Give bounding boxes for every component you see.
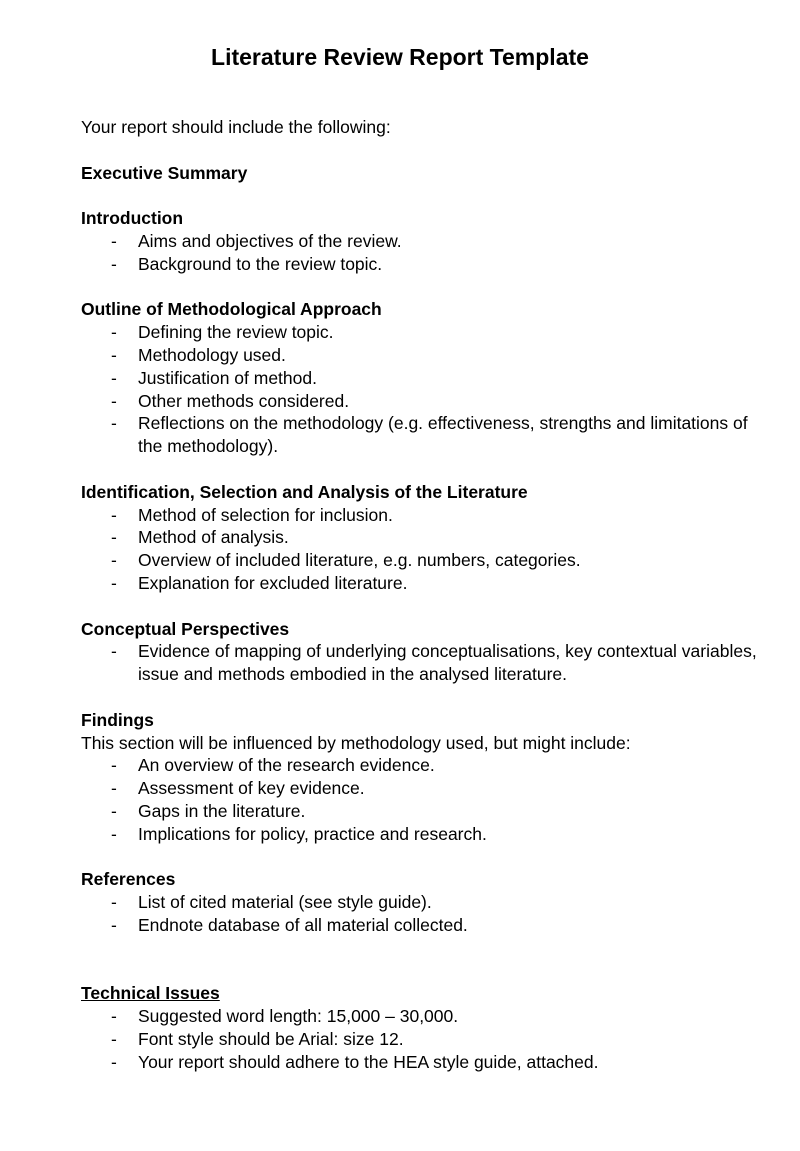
heading-identification: Identification, Selection and Analysis of the Literature (81, 481, 528, 502)
dash-bullet: - (111, 413, 117, 434)
list-item-text: Defining the review topic. (138, 322, 334, 343)
heading-executive-summary: Executive Summary (81, 162, 248, 183)
list-item-text: An overview of the research evidence. (138, 755, 435, 776)
list-item (81, 891, 771, 914)
list-identification (81, 504, 771, 595)
list-introduction (81, 230, 771, 276)
list-item (81, 800, 771, 823)
list-item (81, 526, 771, 549)
list-item-text: Background to the review topic. (138, 253, 383, 274)
dash-bullet: - (111, 1051, 117, 1072)
dash-bullet: - (111, 367, 117, 388)
list-item-text: Suggested word length: 15,000 – 30,000. (138, 1006, 459, 1027)
list-item (81, 640, 771, 686)
list-technical (81, 1005, 771, 1073)
list-conceptual (81, 640, 771, 686)
dash-bullet: - (111, 527, 117, 548)
dash-bullet: - (111, 1028, 117, 1049)
list-methodology (81, 321, 771, 458)
list-references (81, 891, 771, 937)
dash-bullet: - (111, 230, 117, 251)
list-item-text: List of cited material (see style guide). (138, 892, 432, 913)
list-item-text: Methodology used. (138, 344, 286, 365)
list-item (81, 344, 771, 367)
list-item-text: Implications for policy, practice and research. (138, 823, 487, 844)
list-item-text: Overview of included literature, e.g. numbers, categories. (138, 550, 581, 571)
list-item (81, 367, 771, 390)
document-title: Literature Review Report Template (211, 44, 589, 70)
list-item (81, 914, 771, 937)
heading-references: References (81, 869, 176, 890)
list-item (81, 549, 771, 572)
list-item-text: Other methods considered. (138, 390, 350, 411)
list-item (81, 412, 771, 458)
list-item (81, 390, 771, 413)
dash-bullet: - (111, 800, 117, 821)
list-item-text: Font style should be Arial: size 12. (138, 1028, 404, 1049)
list-item-text: Endnote database of all material collected. (138, 914, 468, 935)
list-item (81, 321, 771, 344)
heading-conceptual: Conceptual Perspectives (81, 618, 290, 639)
list-item (81, 1051, 771, 1074)
list-item (81, 1005, 771, 1028)
dash-bullet: - (111, 550, 117, 571)
heading-findings: Findings (81, 709, 154, 730)
list-item-text: Method of analysis. (138, 527, 289, 548)
document-body (81, 116, 771, 1073)
dash-bullet: - (111, 823, 117, 844)
dash-bullet: - (111, 755, 117, 776)
list-findings (81, 754, 771, 845)
dash-bullet: - (111, 344, 117, 365)
list-item-text: Explanation for excluded literature. (138, 572, 408, 593)
dash-bullet: - (111, 914, 117, 935)
list-item-text: Justification of method. (138, 367, 317, 388)
heading-introduction: Introduction (81, 208, 184, 229)
list-item-text: Your report should adhere to the HEA style guide, attached. (138, 1051, 599, 1072)
list-item (81, 572, 771, 595)
list-item-text: Gaps in the literature. (138, 800, 306, 821)
list-item-text: Aims and objectives of the review. (138, 230, 402, 251)
dash-bullet: - (111, 1006, 117, 1027)
dash-bullet: - (111, 390, 117, 411)
list-item (81, 253, 771, 276)
dash-bullet: - (111, 892, 117, 913)
list-item (81, 823, 771, 846)
list-item-text: Reflections on the methodology (e.g. effectiveness, strengths and limitations of the methodology). (138, 413, 748, 457)
list-item (81, 754, 771, 777)
heading-methodology: Outline of Methodological Approach (81, 299, 382, 320)
intro-text: Your report should include the following: (81, 117, 391, 137)
dash-bullet: - (111, 778, 117, 799)
list-item-text: Evidence of mapping of underlying conceptualisations, key contextual variables, issue and methods embodied in the analysed literature. (138, 641, 757, 685)
dash-bullet: - (111, 504, 117, 525)
dash-bullet: - (111, 322, 117, 343)
list-item (81, 1028, 771, 1051)
list-item (81, 504, 771, 527)
list-item-text: Method of selection for inclusion. (138, 504, 393, 525)
dash-bullet: - (111, 572, 117, 593)
list-item (81, 777, 771, 800)
list-item (81, 230, 771, 253)
dash-bullet: - (111, 641, 117, 662)
list-item-text: Assessment of key evidence. (138, 778, 365, 799)
heading-technical-issues: Technical Issues (81, 983, 220, 1004)
findings-intro: This section will be influenced by methodology used, but might include: (81, 732, 631, 753)
dash-bullet: - (111, 253, 117, 274)
